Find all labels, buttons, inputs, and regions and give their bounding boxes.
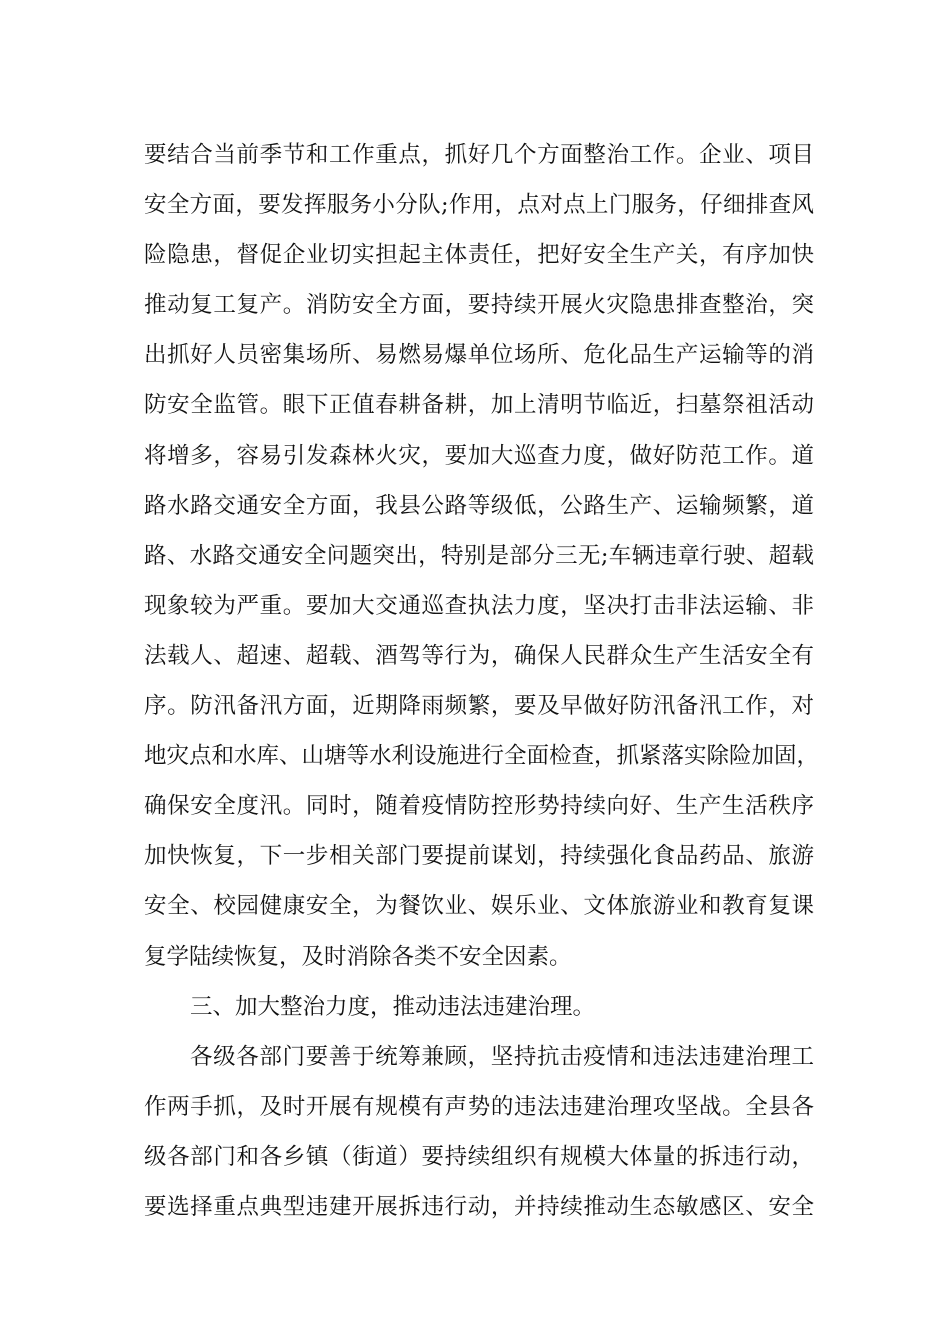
body-line-9: 路、水路交通安全问题突出，特别是部分三无;车辆违章行驶、超载 (144, 542, 814, 569)
body-line-21: 级各部门和各乡镇（街道）要持续组织有规模大体量的拆违行动， (144, 1143, 814, 1170)
body-line-8: 路水路交通安全方面，我县公路等级低，公路生产、运输频繁，道 (144, 492, 814, 519)
body-line-10: 现象较为严重。要加大交通巡查执法力度，坚决打击非法运输、非 (144, 592, 814, 619)
body-line-16: 安全、校园健康安全，为餐饮业、娱乐业、文体旅游业和教育复课 (144, 893, 814, 920)
body-line-5: 出抓好人员密集场所、易燃易爆单位场所、危化品生产运输等的消 (144, 342, 814, 369)
body-line-17: 复学陆续恢复，及时消除各类不安全因素。 (144, 943, 572, 970)
body-line-2: 安全方面，要发挥服务小分队;作用，点对点上门服务，仔细排查风 (144, 192, 814, 219)
document-body (144, 130, 820, 1232)
body-line-11: 法载人、超速、超载、酒驾等行为，确保人民群众生产生活安全有 (144, 642, 814, 669)
body-line-12: 序。防汛备汛方面，近期降雨频繁，要及早做好防汛备汛工作，对 (144, 693, 814, 720)
body-line-1: 要结合当前季节和工作重点，抓好几个方面整治工作。企业、项目 (144, 142, 814, 168)
body-line-19: 各级各部门要善于统筹兼顾，坚持抗击疫情和违法违建治理工 (190, 1043, 814, 1070)
body-line-14: 确保安全度汛。同时，随着疫情防控形势持续向好、生产生活秩序 (144, 793, 814, 820)
body-line-7: 将增多，容易引发森林火灾，要加大巡查力度，做好防范工作。道 (144, 442, 814, 469)
body-line-4: 推动复工复产。消防安全方面，要持续开展火灾隐患排查整治，突 (144, 292, 814, 319)
body-line-15: 加快恢复，下一步相关部门要提前谋划，持续强化食品药品、旅游 (144, 843, 814, 870)
body-line-20: 作两手抓，及时开展有规模有声势的违法违建治理攻坚战。全县各 (144, 1093, 814, 1120)
body-line-3: 险隐患，督促企业切实担起主体责任，把好安全生产关，有序加快 (144, 242, 814, 269)
body-line-6: 防安全监管。眼下正值春耕备耕，加上清明节临近，扫墓祭祖活动 (144, 392, 814, 419)
section-heading: 三、加大整治力度，推动违法违建治理。 (190, 993, 596, 1020)
body-line-13: 地灾点和水库、山塘等水利设施进行全面检查，抓紧落实除险加固， (144, 743, 820, 770)
body-line-22: 要选择重点典型违建开展拆违行动，并持续推动生态敏感区、安全 (144, 1193, 814, 1220)
